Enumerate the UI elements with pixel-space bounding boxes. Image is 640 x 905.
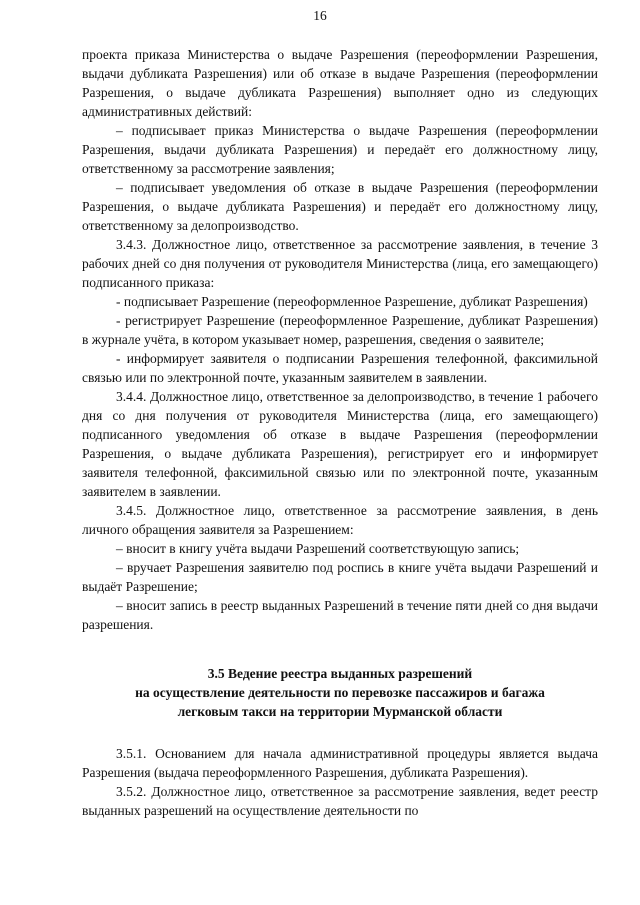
paragraph: – подписывает уведомления об отказе в выдаче Разрешения (переоформлении Разрешения, о выдаче дубликата Разрешения) и передаёт его должностному лицу, ответственному за делопроизводство. [82, 180, 598, 233]
paragraph: 3.5.2. Должностное лицо, ответственное за рассмотрение заявления, ведет реестр выданных разрешений на осуществление деятельности по [82, 784, 598, 818]
page-number: 16 [313, 8, 327, 23]
paragraph: – вносит запись в реестр выданных Разрешений в течение пяти дней со дня выдачи разрешения. [82, 598, 598, 632]
paragraph: 3.5.1. Основанием для начала административной процедуры является выдача Разрешения (выдача переоформленного Разрешения, дубликата Разрешения). [82, 746, 598, 780]
paragraph: - регистрирует Разрешение (переоформленное Разрешение, дубликат Разрешения) в журнале учёта, в котором указывает номер, разрешения, сведения о заявителе; [82, 313, 598, 347]
paragraph: 3.4.4. Должностное лицо, ответственное за делопроизводство, в течение 1 рабочего дня со дня получения от руководителя Министерства (лица, его замещающего) подписанного уведомления об отказе в выдаче Разрешения (переоформлении Разрешения, о выдаче дубликата Разрешения), регистрирует его и информирует заявителя телефонной, факсимильной связью или по электронной почте, указанным заявителем в заявлении. [82, 389, 598, 499]
document-body [82, 45, 598, 820]
section-title [82, 664, 598, 721]
paragraph: – вручает Разрешения заявителю под роспись в книге учёта выдачи Разрешений и выдаёт Разрешение; [82, 560, 598, 594]
section-title-line: на осуществление деятельности по перевозке пассажиров и багажа [135, 685, 545, 700]
paragraph: - подписывает Разрешение (переоформленное Разрешение, дубликат Разрешения) [116, 294, 588, 309]
paragraph: проекта приказа Министерства о выдаче Разрешения (переоформлении Разрешения, выдачи дубликата Разрешения) или об отказе в выдаче Разрешения (переоформлении Разрешения, о выдаче дубликата Разрешения) выполняет одно из следующих административных действий: [82, 47, 598, 119]
section-title-line: легковым такси на территории Мурманской области [177, 704, 503, 719]
section-title-line: 3.5 Ведение реестра выданных разрешений [207, 666, 473, 681]
paragraph: 3.4.3. Должностное лицо, ответственное за рассмотрение заявления, в течение 3 рабочих дней со дня получения от руководителя Министерства (лица, его замещающего) подписанного приказа: [82, 237, 598, 290]
paragraph: – подписывает приказ Министерства о выдаче Разрешения (переоформлении Разрешения, выдачи дубликата Разрешения) и передаёт его должностному лицу, ответственному за рассмотрение заявления; [82, 123, 598, 176]
paragraph: – вносит в книгу учёта выдачи Разрешений соответствующую запись; [116, 541, 520, 556]
paragraph: 3.4.5. Должностное лицо, ответственное за рассмотрение заявления, в день личного обращения заявителя за Разрешением: [82, 503, 598, 537]
paragraph: - информирует заявителя о подписании Разрешения телефонной, факсимильной связью или по электронной почте, указанным заявителем в заявлении. [82, 351, 598, 385]
